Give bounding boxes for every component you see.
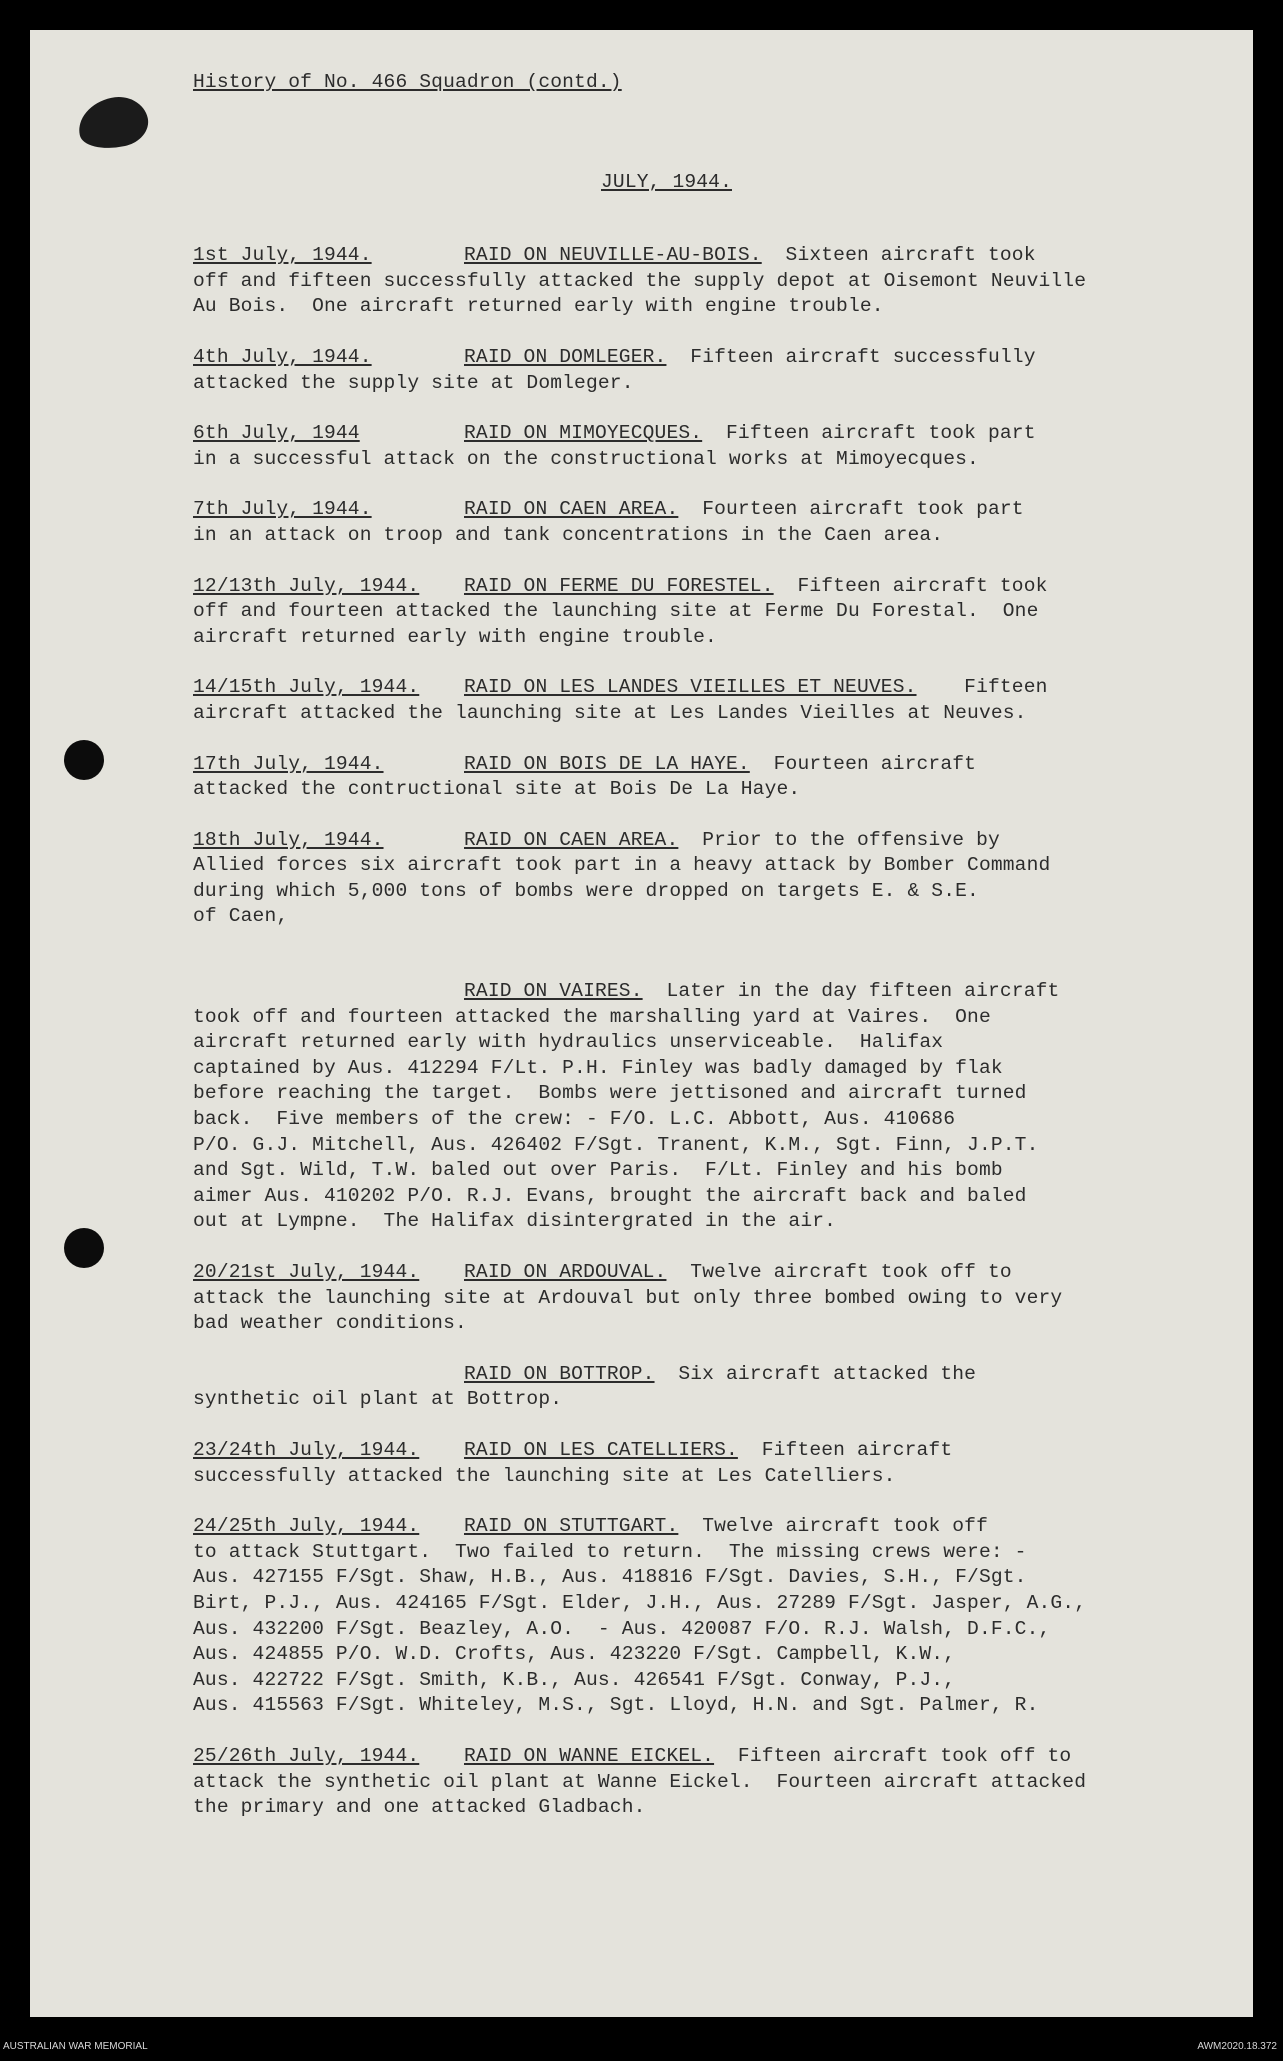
entry-text: Fifteen aircraft (761, 1438, 953, 1461)
page-header: History of No. 466 Squadron (contd.) (193, 71, 622, 93)
entry (193, 828, 1203, 930)
entry-raid: RAID ON NEUVILLE-AU-BOIS. (464, 244, 762, 267)
entry (193, 345, 1203, 396)
entry (193, 421, 1203, 472)
entry-line: and Sgt. Wild, T.W. baled out over Paris. F/Lt. Finley and his bomb (193, 1159, 1003, 1182)
entry-line: attack the launching site at Ardouval but only three bombed owing to very (193, 1286, 1063, 1309)
entry-line: back. Five members of the crew: - F/O. L.C. Abbott, Aus. 410686 (193, 1108, 956, 1131)
entry-line: bad weather conditions. (193, 1312, 467, 1335)
punch-hole (64, 1228, 104, 1268)
entry-date: 20/21st July, 1944. (193, 1261, 420, 1283)
entry-raid: RAID ON LES LANDES VIEILLES ET NEUVES. (464, 676, 917, 699)
entry-line: aircraft attacked the launching site at Les Landes Vieilles at Neuves. (193, 701, 1027, 724)
document-page (30, 30, 1253, 2017)
entry-line: out at Lympne. The Halifax disintergrated in the air. (193, 1210, 837, 1233)
entry (193, 1438, 1203, 1489)
footer-credit: AUSTRALIAN WAR MEMORIAL (3, 2041, 148, 2052)
entry-line: synthetic oil plant at Bottrop. (193, 1388, 563, 1411)
entry-line: to attack Stuttgart. Two failed to return. The missing crews were: - (193, 1540, 1027, 1563)
entry-date: 12/13th July, 1944. (193, 574, 420, 597)
paper-tear (74, 91, 153, 154)
entry-line: Au Bois. One aircraft returned early with engine trouble. (193, 295, 884, 318)
entry-line: attacked the supply site at Domleger. (193, 371, 634, 394)
entry-date: 1st July, 1944. (193, 244, 372, 267)
entry-raid: RAID ON CAEN AREA. (464, 828, 679, 851)
entry-raid: RAID ON FERME DU FORESTEL. (464, 574, 774, 597)
punch-hole (64, 740, 104, 780)
entry (193, 1362, 1203, 1413)
entry-raid: RAID ON WANNE EICKEL. (464, 1744, 715, 1767)
entry-line: Aus. 424855 P/O. W.D. Crofts, Aus. 423220 F/Sgt. Campbell, K.W., (193, 1643, 956, 1666)
entry-text: Fifteen aircraft successfully (690, 345, 1036, 368)
entry-line: P/O. G.J. Mitchell, Aus. 426402 F/Sgt. Tranent, K.M., Sgt. Finn, J.P.T. (193, 1133, 1039, 1156)
entry-date: 17th July, 1944. (193, 752, 384, 775)
entry-line: captained by Aus. 412294 F/Lt. P.H. Finley was badly damaged by flak (193, 1056, 1003, 1079)
entry-raid: RAID ON BOIS DE LA HAYE. (464, 752, 750, 775)
entry-text: Fifteen aircraft took (797, 574, 1048, 597)
entry-line: aircraft returned early with engine trouble. (193, 625, 717, 648)
month-heading: JULY, 1944. (601, 170, 732, 193)
entry-raid: RAID ON STUTTGART. (464, 1515, 679, 1538)
entry-line: Aus. 427155 F/Sgt. Shaw, H.B., Aus. 418816 F/Sgt. Davies, S.H., F/Sgt. (193, 1566, 1027, 1589)
footer-accession: AWM2020.18.372 (1197, 2041, 1277, 2052)
entry-date: 7th July, 1944. (193, 498, 372, 521)
entry-line: attack the synthetic oil plant at Wanne Eickel. Fourteen aircraft attacked (193, 1770, 1087, 1793)
entry-raid: RAID ON DOMLEGER. (464, 345, 667, 368)
entry-date: 24/25th July, 1944. (193, 1515, 420, 1538)
entry-line: aircraft returned early with hydraulics unserviceable. Halifax (193, 1031, 944, 1054)
entry (193, 574, 1203, 651)
entry-text: Fifteen aircraft took part (726, 422, 1036, 445)
entry-line: attacked the contructional site at Bois De La Haye. (193, 778, 801, 801)
entry (193, 1744, 1203, 1821)
entry-line: took off and fourteen attacked the marshalling yard at Vaires. One (193, 1005, 991, 1028)
entry-line: of Caen, (193, 905, 289, 928)
entry-text: Sixteen aircraft took (785, 244, 1036, 267)
entry (193, 497, 1203, 548)
entry-text: Fourteen aircraft (773, 752, 977, 775)
entry-date: 4th July, 1944. (193, 345, 372, 368)
entry-line: off and fourteen attacked the launching site at Ferme Du Forestal. One (193, 600, 1039, 623)
entry-line: Aus. 432200 F/Sgt. Beazley, A.O. - Aus. 420087 F/O. R.J. Walsh, D.F.C., (193, 1617, 1051, 1640)
entry-line: before reaching the target. Bombs were jettisoned and aircraft turned (193, 1082, 1027, 1105)
entry-text: Fifteen aircraft took off to (737, 1744, 1072, 1767)
entry (193, 1260, 1203, 1337)
entry-raid: RAID ON BOTTROP. (464, 1362, 655, 1385)
entry-text: Twelve aircraft took off to (690, 1261, 1012, 1283)
entry-date: 14/15th July, 1944. (193, 676, 420, 699)
entry-text: Fourteen aircraft took part (702, 498, 1024, 521)
entry-date: 6th July, 1944 (193, 422, 360, 445)
entry (193, 1514, 1203, 1719)
entry-date: 18th July, 1944. (193, 828, 384, 851)
entry-line: Allied forces six aircraft took part in a heavy attack by Bomber Command (193, 854, 1051, 877)
entry-line: off and fifteen successfully attacked the supply depot at Oisemont Neuville (193, 269, 1087, 292)
entry-text: Fifteen (964, 676, 1048, 699)
entry-line: the primary and one attacked Gladbach. (193, 1796, 646, 1819)
entry-line: in an attack on troop and tank concentrations in the Caen area. (193, 523, 944, 546)
entry (193, 675, 1203, 726)
entry-line: Birt, P.J., Aus. 424165 F/Sgt. Elder, J.H., Aus. 27289 F/Sgt. Jasper, A.G., (193, 1591, 1087, 1614)
entry-text: Prior to the offensive by (702, 828, 1000, 851)
entry-line: Aus. 422722 F/Sgt. Smith, K.B., Aus. 426541 F/Sgt. Conway, P.J., (193, 1668, 956, 1691)
entry-line: during which 5,000 tons of bombs were dropped on targets E. & S.E. (193, 879, 979, 902)
entry (193, 752, 1203, 803)
entry-date: 23/24th July, 1944. (193, 1438, 420, 1461)
entry-raid: RAID ON LES CATELLIERS. (464, 1438, 738, 1461)
entry-line: Aus. 415563 F/Sgt. Whiteley, M.S., Sgt. Lloyd, H.N. and Sgt. Palmer, R. (193, 1694, 1039, 1717)
entry-line: successfully attacked the launching site at Les Catelliers. (193, 1464, 896, 1487)
entry-raid: RAID ON MIMOYECQUES. (464, 422, 703, 445)
document-body (193, 70, 1203, 1821)
entry-date: 25/26th July, 1944. (193, 1744, 420, 1767)
entry-raid: RAID ON CAEN AREA. (464, 498, 679, 521)
entry-raid: RAID ON VAIRES. (464, 980, 643, 1003)
entry-text: Twelve aircraft took off (702, 1515, 988, 1538)
entry-line: aimer Aus. 410202 P/O. R.J. Evans, brought the aircraft back and baled (193, 1184, 1027, 1207)
entry-line: in a successful attack on the constructional works at Mimoyecques. (193, 447, 979, 470)
entry-text: Later in the day fifteen aircraft (666, 980, 1060, 1003)
entry-raid: RAID ON ARDOUVAL. (464, 1261, 667, 1283)
entry (193, 243, 1203, 320)
entry (193, 979, 1203, 1235)
entry-text: Six aircraft attacked the (678, 1362, 977, 1385)
